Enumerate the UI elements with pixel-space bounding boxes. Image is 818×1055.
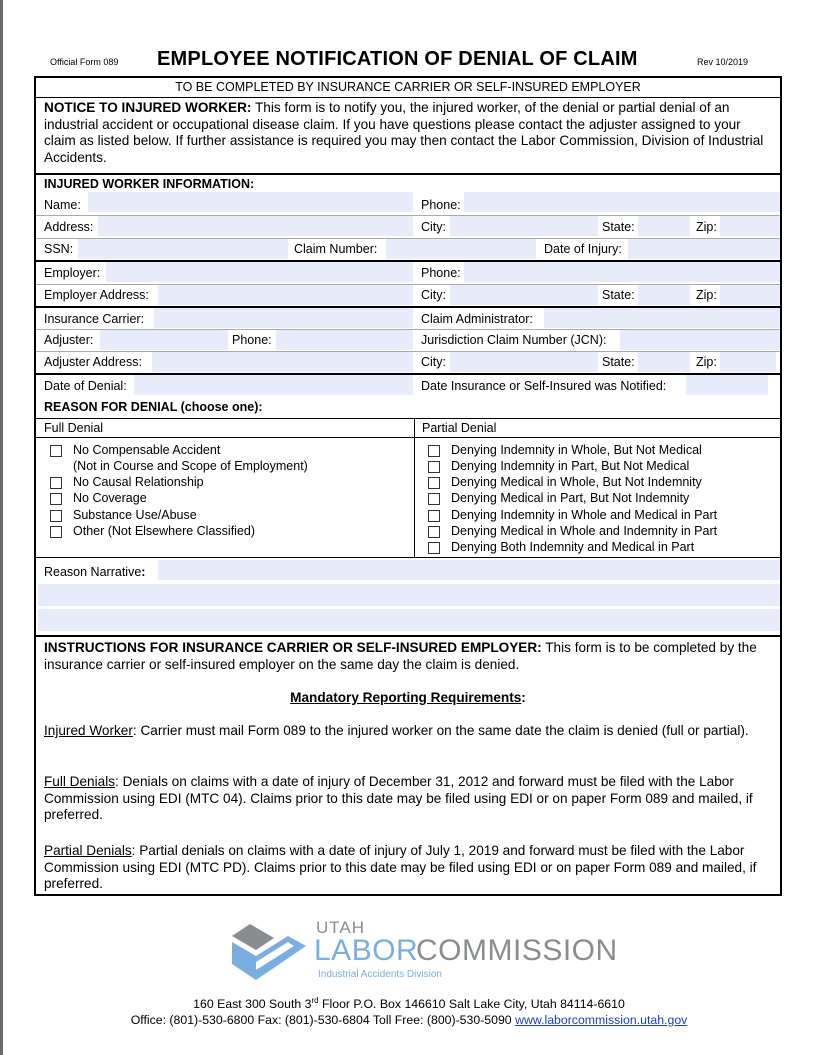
reason-narrative-line-3[interactable]: [38, 609, 780, 631]
checkbox-no-coverage[interactable]: [50, 493, 62, 505]
full-denials-label: Full Denials: [44, 774, 116, 789]
footer-address-sup: rd: [311, 996, 319, 1005]
option-no-compensable-accident-note: (Not in Course and Scope of Employment): [73, 459, 308, 473]
partial-denials-requirement: [44, 843, 776, 893]
checkbox-no-causal-relationship[interactable]: [50, 477, 62, 489]
reason-narrative-line-2[interactable]: [38, 584, 780, 606]
worker-phone-field[interactable]: [464, 192, 780, 212]
column-divider: [414, 418, 415, 557]
option-other: Other (Not Elsewhere Classified): [73, 524, 256, 538]
employer-zip-label: Zip:: [696, 288, 717, 302]
worker-name-field[interactable]: [88, 192, 413, 212]
worker-zip-field[interactable]: [720, 216, 780, 236]
checkbox-substance-use[interactable]: [50, 510, 62, 522]
adjuster-phone-field[interactable]: [276, 330, 413, 350]
checkbox-partial-5[interactable]: [428, 510, 440, 522]
option-substance-use: Substance Use/Abuse: [73, 508, 197, 522]
injured-worker-label: Injured Worker: [44, 723, 133, 738]
checkbox-partial-2[interactable]: [428, 461, 440, 473]
employer-city-field[interactable]: [450, 285, 598, 305]
worker-zip-label: Zip:: [696, 220, 717, 234]
mandatory-reporting-title: [36, 690, 780, 705]
notice-heading: NOTICE TO INJURED WORKER:: [44, 100, 252, 115]
reason-narrative-colon: :: [141, 565, 146, 579]
full-denials-requirement: [44, 774, 776, 824]
option-partial-4: Denying Medical in Part, But Not Indemnity: [451, 491, 690, 505]
divider: [36, 437, 780, 438]
claim-number-field[interactable]: [386, 239, 536, 259]
adjuster-phone-label: Phone:: [232, 333, 272, 347]
date-notified-label: Date Insurance or Self-Insured was Notified:: [421, 379, 667, 393]
worker-name-label: Name:: [44, 198, 81, 212]
logo-division: Industrial Accidents Division: [318, 969, 442, 980]
logo-utah: UTAH: [316, 918, 366, 937]
checkbox-partial-7[interactable]: [428, 542, 440, 554]
claim-administrator-field[interactable]: [544, 308, 780, 328]
instructions-text: This form is to be completed by the insurance carrier or self-insured employer on the same day the claim is denied.: [44, 640, 757, 672]
date-of-denial-field[interactable]: [134, 375, 413, 395]
adjuster-zip-label: Zip:: [696, 355, 717, 369]
employer-city-label: City:: [421, 288, 446, 302]
checkbox-partial-1[interactable]: [428, 445, 440, 457]
worker-address-label: Address:: [44, 220, 94, 234]
injured-worker-requirement: [44, 723, 776, 740]
divider: [36, 635, 780, 637]
adjuster-state-label: State:: [602, 355, 635, 369]
notice-text: This form is to notify you, the injured worker, of the denial or partial denial of an industrial accident or occupational disease claim. If you have questions please contact the adjuster assigned to your claim as listed below. If further assistance is required you may then contact the Labor Commission, Division of Industrial Accidents.: [44, 100, 764, 165]
worker-phone-label: Phone:: [421, 198, 461, 212]
worker-city-label: City:: [421, 220, 446, 234]
option-partial-2: Denying Indemnity in Part, But Not Medical: [451, 459, 690, 473]
footer-contact: [0, 1013, 818, 1027]
option-no-causal-relationship: No Causal Relationship: [73, 475, 204, 489]
employer-state-label: State:: [602, 288, 635, 302]
completed-by-note: TO BE COMPLETED BY INSURANCE CARRIER OR SELF-INSURED EMPLOYER: [175, 80, 641, 94]
claim-number-label: Claim Number:: [294, 242, 378, 256]
adjuster-city-label: City:: [421, 355, 446, 369]
divider: [36, 173, 780, 175]
option-partial-6: Denying Medical in Whole and Indemnity in Part: [451, 524, 718, 538]
worker-ssn-label: SSN:: [44, 242, 74, 256]
injured-worker-text: : Carrier must mail Form 089 to the injured worker on the same date the claim is denied (full or partial).: [132, 723, 749, 738]
logo-mark-icon: [232, 924, 312, 986]
adjuster-address-field[interactable]: [152, 352, 413, 372]
logo-commission: COMMISSION: [416, 934, 618, 967]
divider: [36, 418, 780, 419]
option-partial-1: Denying Indemnity in Whole, But Not Medical: [451, 443, 702, 457]
adjuster-state-field[interactable]: [638, 352, 690, 372]
website-link[interactable]: www.laborcommission.utah.gov: [515, 1013, 688, 1027]
employer-address-field[interactable]: [158, 285, 413, 305]
worker-ssn-field[interactable]: [78, 239, 288, 259]
checkbox-other[interactable]: [50, 526, 62, 538]
page-left-border: [0, 0, 3, 1055]
employer-field[interactable]: [106, 262, 413, 282]
footer-address-start: 160 East 300 South 3: [193, 997, 312, 1012]
checkbox-partial-3[interactable]: [428, 477, 440, 489]
employer-phone-field[interactable]: [464, 262, 780, 282]
employer-state-field[interactable]: [638, 285, 690, 305]
employer-zip-field[interactable]: [720, 285, 780, 305]
date-of-denial-label: Date of Denial:: [44, 379, 127, 393]
full-denial-label: Full Denial: [44, 421, 104, 435]
revision-date: Rev 10/2019: [697, 57, 749, 67]
full-denials-text: : Denials on claims with a date of injury of December 31, 2012 and forward must be filed with the Labor Commission using EDI (MTC 04). Claims prior to this date may be filed using EDI or on paper Form 089 and mailed, if preferred.: [44, 774, 753, 822]
jcn-label: Jurisdiction Claim Number (JCN):: [421, 333, 607, 347]
option-partial-5: Denying Indemnity in Whole and Medical in Part: [451, 508, 718, 522]
notice-paragraph: [44, 100, 776, 166]
checkbox-partial-4[interactable]: [428, 493, 440, 505]
adjuster-city-field[interactable]: [450, 352, 598, 372]
employer-address-label: Employer Address:: [44, 288, 149, 302]
reason-narrative-field[interactable]: [158, 560, 780, 580]
reason-narrative-label-text: Reason Narrative: [44, 565, 142, 579]
footer-address-end: Floor P.O. Box 146610 Salt Lake City, Utah 84114-6610: [318, 997, 625, 1012]
option-no-compensable-accident: No Compensable Accident: [73, 443, 221, 457]
footer-address: [0, 996, 818, 1011]
partial-denials-text: : Partial denials on claims with a date of injury of July 1, 2019 and forward must be filed with the Labor Commission using EDI (MTC PD). Claims prior to this date may be filed using EDI or on paper Form 089 and mailed, if preferred.: [44, 843, 757, 891]
adjuster-zip-field[interactable]: [720, 352, 776, 372]
checkbox-no-compensable-accident[interactable]: [50, 445, 62, 457]
worker-address-field[interactable]: [98, 216, 413, 236]
date-notified-field[interactable]: [686, 375, 768, 395]
footer-contact-numbers: Office: (801)-530-6800 Fax: (801)-530-6804 Toll Free: (800)-530-5090: [130, 1013, 516, 1027]
option-partial-7: Denying Both Indemnity and Medical in Part: [451, 540, 695, 554]
partial-denials-label: Partial Denials: [44, 843, 132, 858]
mandatory-reporting-colon: :: [521, 690, 526, 705]
insurance-carrier-label: Insurance Carrier:: [44, 312, 145, 326]
logo-labor: LABOR: [314, 934, 419, 967]
instructions-paragraph: [44, 640, 776, 673]
mandatory-reporting-title-text: Mandatory Reporting Requirements: [290, 690, 522, 705]
reason-for-denial-heading: REASON FOR DENIAL (choose one):: [44, 400, 263, 414]
reason-narrative-label: [44, 565, 145, 579]
insurance-carrier-field[interactable]: [154, 308, 413, 328]
form-title: EMPLOYEE NOTIFICATION OF DENIAL OF CLAIM: [157, 48, 638, 70]
partial-denial-label: Partial Denial: [422, 421, 497, 435]
option-no-coverage: No Coverage: [73, 491, 147, 505]
claim-administrator-label: Claim Administrator:: [421, 312, 533, 326]
date-of-injury-label: Date of Injury:: [544, 242, 622, 256]
divider: [36, 97, 780, 98]
worker-city-field[interactable]: [450, 216, 598, 236]
worker-state-label: State:: [602, 220, 635, 234]
adjuster-field[interactable]: [100, 330, 228, 350]
employer-phone-label: Phone:: [421, 266, 461, 280]
date-of-injury-field[interactable]: [628, 239, 780, 259]
option-partial-3: Denying Medical in Whole, But Not Indemnity: [451, 475, 702, 489]
official-form-number: Official Form 089: [50, 57, 119, 67]
divider: [36, 557, 780, 558]
worker-state-field[interactable]: [638, 216, 690, 236]
adjuster-label: Adjuster:: [44, 333, 94, 347]
jcn-field[interactable]: [620, 330, 780, 350]
worker-info-heading: INJURED WORKER INFORMATION:: [44, 177, 255, 191]
employer-label: Employer:: [44, 266, 101, 280]
adjuster-address-label: Adjuster Address:: [44, 355, 142, 369]
checkbox-partial-6[interactable]: [428, 526, 440, 538]
claim-denial-form: [34, 76, 782, 896]
utah-labor-commission-logo: [232, 918, 618, 990]
instructions-heading: INSTRUCTIONS FOR INSURANCE CARRIER OR SELF-INSURED EMPLOYER:: [44, 640, 542, 655]
